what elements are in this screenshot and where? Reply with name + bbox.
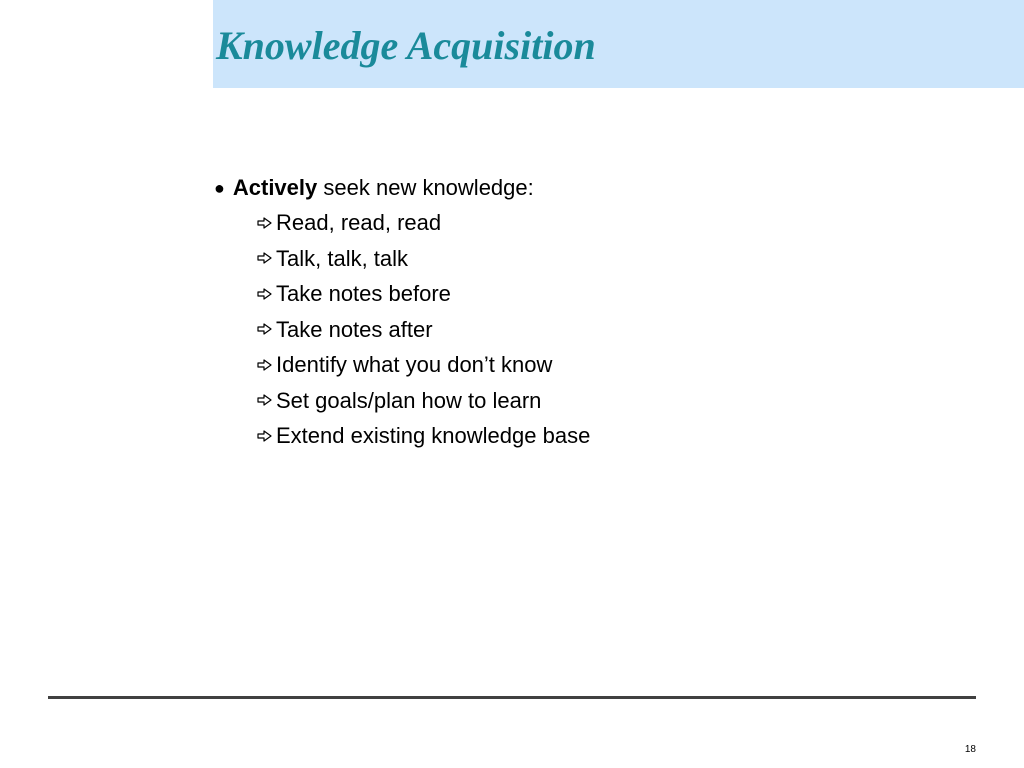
list-item — [256, 347, 590, 383]
hollow-arrow-right-icon — [256, 287, 274, 301]
hollow-arrow-right-icon — [256, 429, 274, 443]
footer-divider — [48, 696, 976, 699]
sub-item-label: Set goals/plan how to learn — [276, 387, 542, 413]
hollow-arrow-right-icon — [256, 358, 274, 372]
bullet-bold-text: Actively — [232, 175, 318, 200]
list-item — [256, 241, 590, 277]
sub-item-label: Identify what you don’t know — [276, 352, 553, 378]
hollow-arrow-right-icon — [256, 393, 274, 407]
hollow-arrow-right-icon — [256, 216, 274, 230]
sub-item-label: Talk, talk, talk — [276, 245, 409, 271]
list-item — [256, 383, 590, 419]
sub-item-label: Take notes before — [276, 281, 451, 307]
filled-circle-icon: ● — [214, 178, 225, 198]
list-item — [256, 418, 590, 454]
sub-item-label: Read, read, read — [276, 210, 442, 236]
sub-bullet-list — [256, 205, 590, 454]
list-item — [256, 312, 590, 348]
sub-item-label: Extend existing knowledge base — [276, 423, 591, 449]
page-number: 18 — [964, 744, 976, 755]
bullet-rest-text: seek new knowledge: — [323, 175, 534, 200]
sub-item-label: Take notes after — [276, 316, 433, 342]
list-item — [256, 205, 590, 241]
hollow-arrow-right-icon — [256, 322, 274, 336]
hollow-arrow-right-icon — [256, 251, 274, 265]
main-bullet — [214, 173, 534, 203]
list-item — [256, 276, 590, 312]
slide-title: Knowledge Acquisition — [216, 23, 596, 68]
